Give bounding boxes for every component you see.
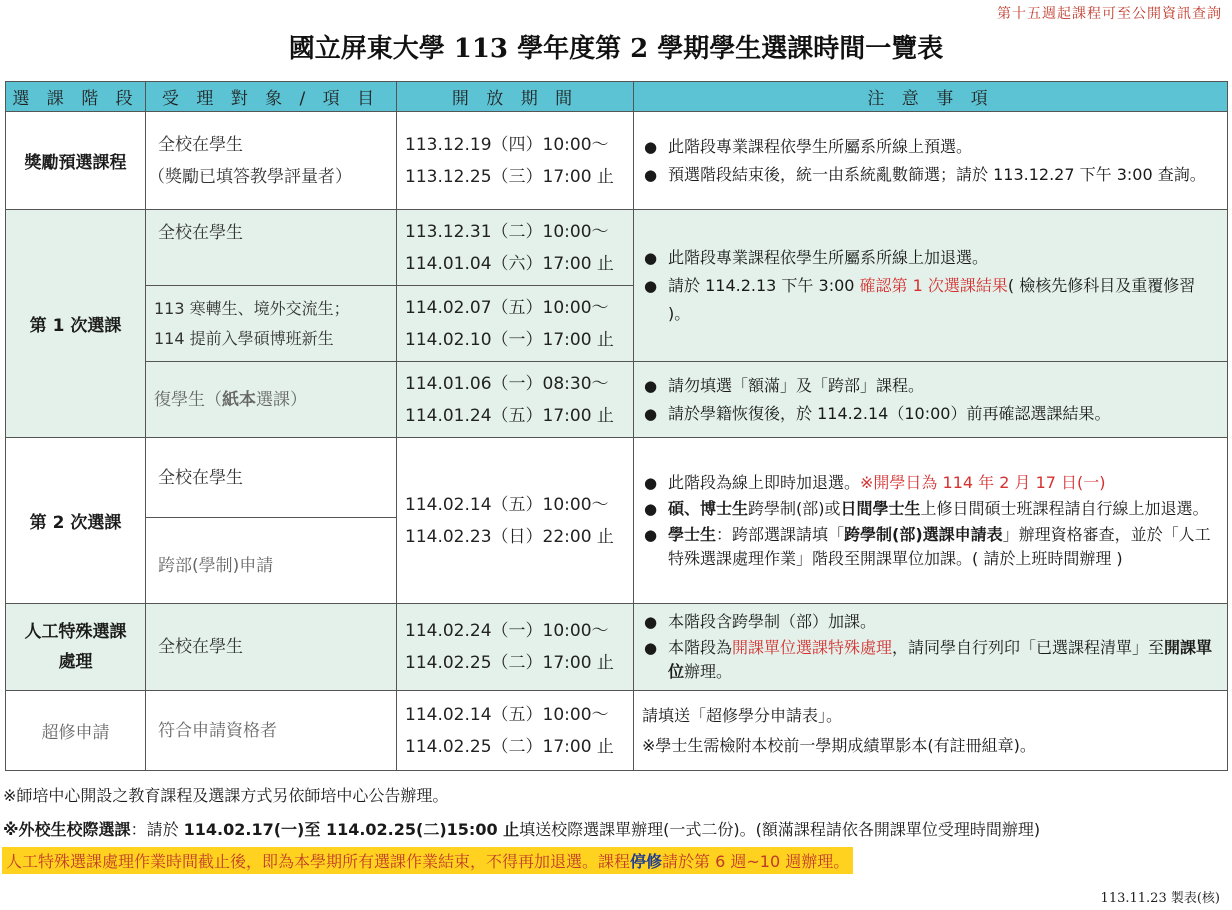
- target-cell: 跨部(學制)申請: [146, 518, 397, 604]
- target-cell: 全校在學生: [146, 438, 397, 518]
- table-row: [6, 210, 1228, 286]
- period-cell: 113.12.19（四）10:00～ 113.12.25（三）17:00 止: [397, 112, 634, 210]
- notes-cell: ● 此階段專業課程依學生所屬系所線上加退選。 ● 請於 114.2.13 下午 3:00 確認第 1 次選課結果( 檢核先修科目及重覆修習 )。: [634, 210, 1228, 362]
- stage-cell: 人工特殊選課 處理: [6, 604, 146, 691]
- stage-cell: 第 1 次選課: [6, 210, 146, 438]
- footer-note-2: ※外校生校際選課：請於 114.02.17(一)至 114.02.25(二)15:00 止填送校際選課單辦理(一式二份)。(額滿課程請依各開課單位受理時間辦理): [3, 820, 1041, 839]
- header-notes: 注 意 事 項: [634, 82, 1228, 112]
- header-stage: 選 課 階 段: [6, 82, 146, 112]
- table-row: [6, 362, 1228, 438]
- period-cell: 113.12.31（二）10:00～ 114.01.04（六）17:00 止: [397, 210, 634, 286]
- notes-cell: ● 此階段專業課程依學生所屬系所線上預選。 ● 預選階段結束後，統一由系統亂數篩選；請於 113.12.27 下午 3:00 查詢。: [634, 112, 1228, 210]
- period-cell: 114.02.14（五）10:00～ 114.02.23（日）22:00 止: [397, 438, 634, 604]
- page-title: 國立屏東大學 113 學年度第 2 學期學生選課時間一覽表: [288, 34, 944, 64]
- target-cell: 113 寒轉生、境外交流生； 114 提前入學碩博班新生: [146, 286, 397, 362]
- footer-highlight-note: 人工特殊選課處理作業時間截止後，即為本學期所有選課作業結束，不得再加退選。課程停修請於第 6 週~10 週辦理。: [2, 847, 853, 874]
- header-target: 受 理 對 象 / 項 目: [146, 82, 397, 112]
- header-row: [6, 82, 1228, 112]
- made-date: 113.11.23 製表(核): [1100, 891, 1220, 906]
- target-cell: 復學生（紙本選課）: [146, 362, 397, 438]
- target-cell: 符合申請資格者: [146, 691, 397, 771]
- target-cell: 全校在學生 （獎勵已填答教學評量者）: [146, 112, 397, 210]
- period-cell: 114.02.24（一）10:00～ 114.02.25（二）17:00 止: [397, 604, 634, 691]
- schedule-table: [5, 81, 1228, 771]
- target-cell: 全校在學生: [146, 604, 397, 691]
- table-row: [6, 438, 1228, 518]
- notes-cell: ● 此階段為線上即時加退選。※開學日為 114 年 2 月 17 日(一) ● 碩、博士生跨學制(部)或日間學士生上修日間碩士班課程請自行線上加退選。 ● 學士生：跨部選課請填「跨學制(部)選課申請表」辦理資格審查，並於「人工特殊選課處理作業」階段至開課單位加課。( 請於上班時間辦理 ): [634, 438, 1228, 604]
- stage-cell: 超修申請: [6, 691, 146, 771]
- header-period: 開 放 期 間: [397, 82, 634, 112]
- table-row: [6, 112, 1228, 210]
- period-cell: 114.02.14（五）10:00～ 114.02.25（二）17:00 止: [397, 691, 634, 771]
- notes-cell: ● 請勿填選「額滿」及「跨部」課程。 ● 請於學籍恢復後，於 114.2.14（10:00）前再確認選課結果。: [634, 362, 1228, 438]
- footer-note-1: ※師培中心開設之教育課程及選課方式另依師培中心公告辦理。: [3, 786, 449, 805]
- notes-cell: ● 本階段含跨學制（部）加課。 ● 本階段為開課單位選課特殊處理，請同學自行列印「已選課程清單」至開課單位辦理。: [634, 604, 1228, 691]
- stage-cell: 第 2 次選課: [6, 438, 146, 604]
- target-cell: 全校在學生: [146, 210, 397, 286]
- stage-cell: 獎勵預選課程: [6, 112, 146, 210]
- period-cell: 114.02.07（五）10:00～ 114.02.10（一）17:00 止: [397, 286, 634, 362]
- table-row: [6, 691, 1228, 771]
- table-row: [6, 604, 1228, 691]
- period-cell: 114.01.06（一）08:30～ 114.01.24（五）17:00 止: [397, 362, 634, 438]
- top-note: 第十五週起課程可至公開資訊查詢: [997, 6, 1222, 22]
- notes-cell: 請填送「超修學分申請表」。 ※學士生需檢附本校前一學期成績單影本(有註冊組章)。: [634, 691, 1228, 771]
